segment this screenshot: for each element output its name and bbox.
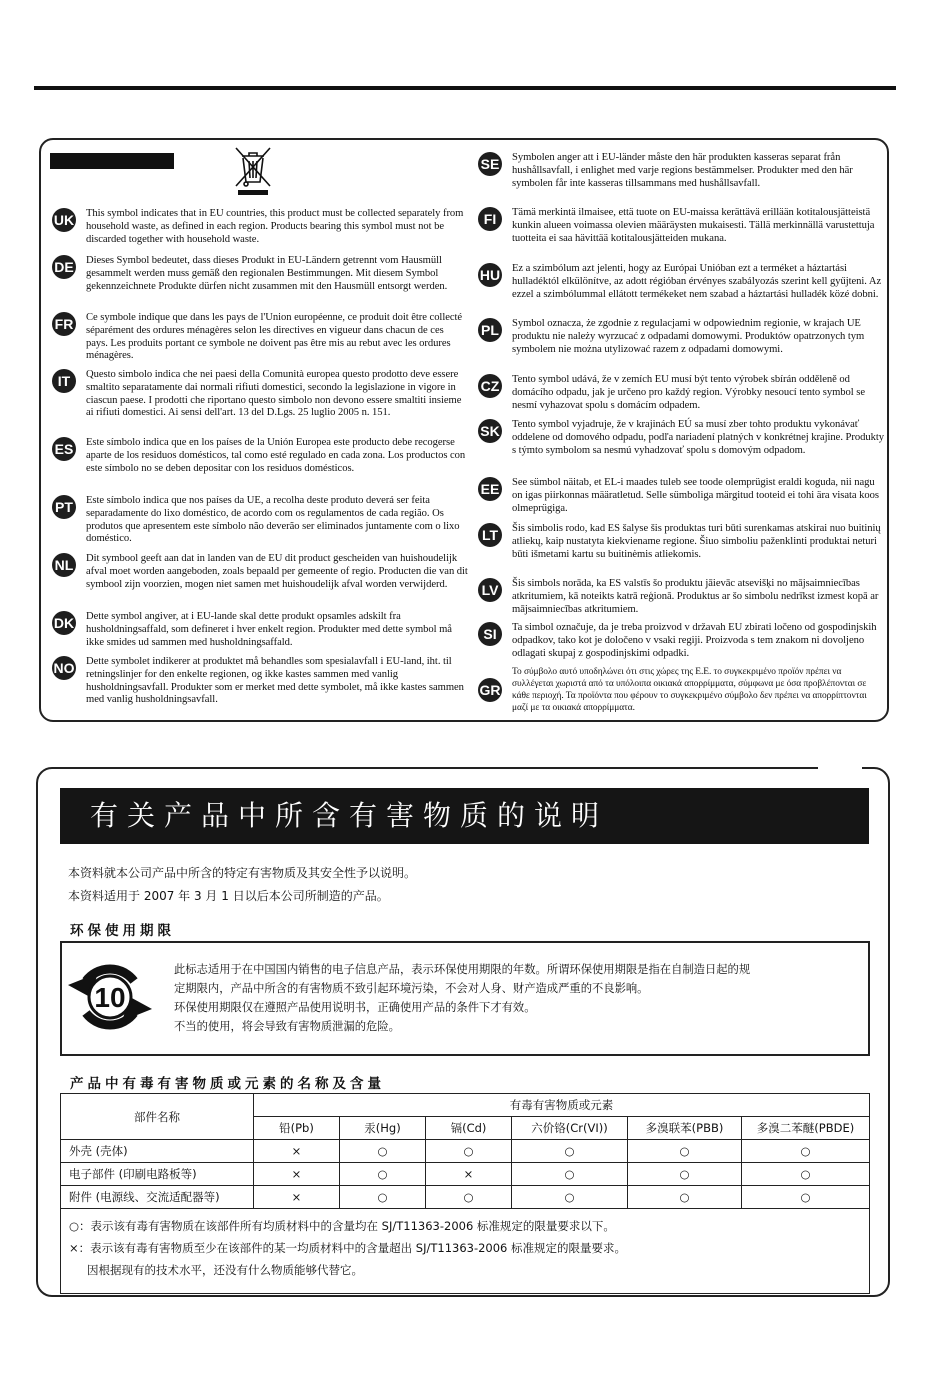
epup-line-1: 此标志适用于在中国国内销售的电子信息产品，表示环保使用期限的年数。所谓环保使用期限是指在自制造日起的规 bbox=[174, 963, 751, 976]
weee-entry-sk bbox=[478, 419, 884, 457]
weee-text-hu: Ez a szimbólum azt jelenti, hogy az Európai Unióban ezt a terméket a háztartási hulladéktól elkülönítve, az adott régióban érvényes szabályozás szerint kell gyűjteni. Az ezzel a szimbólummal ellátott termékeket nem szabad a háztartási hulladék közé dobni. bbox=[512, 263, 882, 300]
cell-mark: ○ bbox=[512, 1140, 628, 1163]
crossed-bin-icon bbox=[232, 144, 274, 196]
epup-line-4: 不当的使用，将会导致有害物质泄漏的危险。 bbox=[174, 1020, 400, 1033]
table-row bbox=[61, 1186, 870, 1209]
col-header-cr6: 六价铬(Cr(VI)) bbox=[512, 1117, 628, 1140]
badge-fr: FR bbox=[52, 312, 76, 336]
badge-pt: PT bbox=[52, 495, 76, 519]
weee-label-bar bbox=[50, 153, 174, 169]
weee-text-it: Questo simbolo indica che nei paesi della Comunità europea questo prodotto deve essere smaltito separatamente dai normali rifiuti domestici, secondo la legislazione in vigore in ciascun paese. I prodotti che riportano questo simbolo non devono essere smaltiti insieme ai rifiuti domestici. Ai sensi dell'art. 13 del D.Lgs. 25 luglio 2005 n. 151. bbox=[86, 369, 462, 419]
cell-mark: × bbox=[254, 1186, 340, 1209]
weee-text-nl: Dit symbool geeft aan dat in landen van de EU dit product gescheiden van huishoudelijk afval moet worden aangeboden, zoals bepaald per gemeente of regio. Producten die van dit symbool zijn voorzien, mogen niet samen met huishoudelijk afval worden verwijderd. bbox=[86, 553, 468, 590]
weee-entry-pt bbox=[52, 495, 468, 546]
weee-entry-cz bbox=[478, 374, 884, 412]
weee-text-fr: Ce symbole indique que dans les pays de l'Union européenne, ce produit doit être collecté séparément des ordures ménagères selon les directives en vigueur dans chacun de ces pays. Les produits portant ce symbole ne doivent pas être mis au rebut avec les ordures ménagères. bbox=[86, 312, 463, 362]
cell-mark: × bbox=[254, 1163, 340, 1186]
cell-mark: ○ bbox=[742, 1163, 870, 1186]
weee-entry-uk bbox=[52, 208, 468, 246]
table-row bbox=[61, 1163, 870, 1186]
weee-text-es: Este símbolo indica que en los países de la Unión Europea este producto debe recogerse aparte de los residuos domésticos, tal como esté regulado en cada zona. Los productos con este símbolo no se deben depositar con los residuos domésticos. bbox=[86, 437, 466, 474]
epup-line-3: 环保使用期限仅在遵照产品使用说明书，正确使用产品的条件下才有效。 bbox=[174, 1001, 536, 1014]
weee-entry-dk bbox=[52, 611, 468, 649]
top-rule bbox=[34, 86, 896, 90]
weee-entry-de bbox=[52, 255, 468, 293]
badge-ee: EE bbox=[478, 477, 502, 501]
weee-text-lt: Šis simbolis rodo, kad ES šalyse šis produktas turi būti surenkamas atskirai nuo buitinių atliekų, kaip nustatyta kiekviename regione. Šiuo simboliu paženklinti produktai neturi būti išmetami kartu su buitinėmis atliekomis. bbox=[512, 523, 881, 560]
weee-text-de: Dieses Symbol bedeutet, dass dieses Produkt in EU-Ländern getrennt vom Hausmüll gesammelt werden muss gemäß den regionalen Bestimmungen. Mit diesem Symbol gekennzeichnete Produkte dürfen nicht zusammen mit den Hausmüll entsorgt werden. bbox=[86, 255, 448, 292]
weee-entry-lt bbox=[478, 523, 884, 561]
cell-mark: ○ bbox=[628, 1140, 742, 1163]
table-heading: 产品中有毒有害物质或元素的名称及含量 bbox=[70, 1076, 385, 1092]
weee-text-se: Symbolen anger att i EU-länder måste den här produkten kasseras separat från hushållsavfall, i enlighet med varje regions bestämmelser. Produkter med den här symbolen får inte kasseras tillsammans med hushållsavfall. bbox=[512, 152, 853, 189]
cell-mark: ○ bbox=[742, 1140, 870, 1163]
weee-entry-es bbox=[52, 437, 468, 475]
weee-entry-it bbox=[52, 369, 468, 420]
col-header-pbde: 多溴二苯醚(PBDE) bbox=[742, 1117, 870, 1140]
table-row bbox=[61, 1140, 870, 1163]
table-notes-row bbox=[61, 1209, 870, 1294]
weee-entry-hu bbox=[478, 263, 884, 301]
cell-mark: ○ bbox=[426, 1140, 512, 1163]
epup-10-year-logo bbox=[64, 951, 156, 1043]
weee-text-pl: Symbol oznacza, że zgodnie z regulacjami w odpowiednim regionie, w krajach UE produktu nie należy wyrzucać z odpadami domowymi. Produktów opatrzonych tym symbolem nie można utylizować razem z odpadami domowymi. bbox=[512, 318, 865, 355]
part-header: 部件名称 bbox=[61, 1094, 254, 1140]
epup-description bbox=[174, 960, 858, 1036]
hazard-table-wrap bbox=[60, 1093, 870, 1294]
weee-text-sk: Tento symbol vyjadruje, že v krajinách EÚ sa musí zber tohto produktu vykonávať oddelene od domového odpadu, podľa nariadení platných v konkrétnej krajine. Produkty s týmto symbolom sa nesmú vyhadzovať spolu s domovým odpadom. bbox=[512, 419, 884, 456]
badge-lv: LV bbox=[478, 578, 502, 602]
badge-hu: HU bbox=[478, 263, 502, 287]
weee-text-si: Ta simbol označuje, da je treba proizvod v državah EU zbirati ločeno od gospodinjskih odpadkov, tako kot je določeno v vsaki regiji. Proizvoda s tem znakom ni dovoljeno odlagati skupaj z gospodinjskimi odpadki. bbox=[512, 622, 877, 659]
col-header-cd: 镉(Cd) bbox=[426, 1117, 512, 1140]
badge-es: ES bbox=[52, 437, 76, 461]
weee-text-no: Dette symbolet indikerer at produktet må behandles som spesialavfall i EU-land, iht. til retningslinjer for den enkelte regionen, og ikke kastes sammen med vanlig husholdningsavfall. Produkter som er merket med dette symbolet, må ikke kastes sammen med vanlig husholdningsavfall. bbox=[86, 656, 464, 706]
badge-no: NO bbox=[52, 656, 76, 680]
weee-entry-no bbox=[52, 656, 468, 707]
weee-entry-nl bbox=[52, 553, 468, 591]
weee-text-cz: Tento symbol udává, že v zemích EU musí být tento výrobek sbírán odděleně od domácího odpadu, jak je určeno pro každý region. Výrobky nesoucí tento symbol se nesmí vyhazovat spolu s domácím odpadem. bbox=[512, 374, 865, 411]
weee-text-uk: This symbol indicates that in EU countries, this product must be collected separately from household waste, as defined in each region. Products bearing this symbol must not be discarded together with household waste. bbox=[86, 208, 464, 245]
row-part: 附件 (电源线、交流适配器等) bbox=[61, 1186, 254, 1209]
weee-text-fi: Tämä merkintä ilmaisee, että tuote on EU-maissa kerättävä erillään kotitalousjätteistä kunkin alueen voimassa olevien määräysten mukaisesti. Tällä merkinnällä varustettuja tuotteita ei saa hävittää kotitalousjätteiden mukana. bbox=[512, 207, 875, 244]
cell-mark: ○ bbox=[340, 1140, 426, 1163]
weee-text-dk: Dette symbol angiver, at i EU-lande skal dette produkt opsamles adskilt fra husholdningsaffald, som defineret i hver enkelt region. Produkter med dette symbol må ikke smides ud sammen med husholdningsaffald. bbox=[86, 611, 452, 648]
badge-pl: PL bbox=[478, 318, 502, 342]
weee-text-gr: Το σύμβολο αυτό υποδηλώνει ότι στις χώρες της Ε.Ε. το συγκεκριμένο προϊόν πρέπει να συλλέγεται χωριστά από τα υπόλοιπα οικιακά απορρίμματα, σύμφωνα με όσα προβλέπονται σε κάθε περιοχή. Τα προϊόντα που φέρουν το συγκεκριμένο σύμβολο δεν πρέπει να απορρίπτονται μαζί με τα οικιακά απορρίμματα. bbox=[512, 667, 867, 713]
weee-text-pt: Este símbolo indica que nos países da UE, a recolha deste produto deverá ser feita separadamente do lixo doméstico, de acordo com os regulamentos de cada região. Os produtos que apresentem este símbolo não deverão ser eliminados juntamente com o lixo doméstico. bbox=[86, 495, 460, 545]
badge-lt: LT bbox=[478, 523, 502, 547]
weee-entry-gr bbox=[478, 666, 884, 714]
cell-mark: ○ bbox=[512, 1186, 628, 1209]
hazard-table bbox=[60, 1093, 870, 1294]
col-header-pb: 铅(Pb) bbox=[254, 1117, 340, 1140]
note-cross: ×：表示该有毒有害物质至少在该部件的某一均质材料中的含量超出 SJ/T11363-2006 标准规定的限量要求。 bbox=[69, 1241, 627, 1255]
note-circle: ○：表示该有毒有害物质在该部件所有均质材料中的含量均在 SJ/T11363-2006 标准规定的限量要求以下。 bbox=[69, 1219, 615, 1233]
badge-uk: UK bbox=[52, 208, 76, 232]
weee-entry-se bbox=[478, 152, 884, 190]
table-notes bbox=[61, 1209, 870, 1294]
weee-entry-fr bbox=[52, 312, 468, 363]
cell-mark: × bbox=[426, 1163, 512, 1186]
epup-line-2: 定期限内，产品中所含的有害物质不致引起环境污染，不会对人身、财产造成严重的不良影响。 bbox=[174, 982, 649, 995]
cell-mark: ○ bbox=[628, 1163, 742, 1186]
weee-entry-pl bbox=[478, 318, 884, 356]
weee-entry-si bbox=[478, 622, 884, 660]
weee-entry-lv bbox=[478, 578, 884, 616]
badge-si: SI bbox=[478, 622, 502, 646]
col-header-pbb: 多溴联苯(PBB) bbox=[628, 1117, 742, 1140]
weee-entry-ee bbox=[478, 477, 884, 515]
weee-text-ee: See sümbol näitab, et EL-i maades tuleb see toode olemprügist eraldi koguda, nii nagu on igas piirkonnas määratletud. Selle sümboliga märgitud tooteid ei tohi ära visata koos olmeprügiga. bbox=[512, 477, 879, 514]
row-part: 电子部件 (印刷电路板等) bbox=[61, 1163, 254, 1186]
cell-mark: ○ bbox=[340, 1163, 426, 1186]
rohs-title: 有关产品中所含有害物质的说明 bbox=[60, 788, 869, 844]
row-part: 外壳 (壳体) bbox=[61, 1140, 254, 1163]
weee-text-lv: Šis simbols norāda, ka ES valstīs šo produktu jāievāc atsevišķi no mājsaimniecības atkritumiem, kā noteikts katrā reģionā. Produktus ar šo simbolu nedrīkst izmest kopā ar mājsaimniecības atkritumiem. bbox=[512, 578, 879, 615]
cell-mark: × bbox=[254, 1140, 340, 1163]
weee-entry-fi bbox=[478, 207, 884, 245]
cell-mark: ○ bbox=[628, 1186, 742, 1209]
badge-dk: DK bbox=[52, 611, 76, 635]
epup-logo-number: 10 bbox=[94, 982, 126, 1013]
epup-heading: 环保使用期限 bbox=[70, 923, 175, 939]
cell-mark: ○ bbox=[742, 1186, 870, 1209]
badge-de: DE bbox=[52, 255, 76, 279]
badge-nl: NL bbox=[52, 553, 76, 577]
badge-se: SE bbox=[478, 152, 502, 176]
cell-mark: ○ bbox=[426, 1186, 512, 1209]
col-header-hg: 汞(Hg) bbox=[340, 1117, 426, 1140]
badge-it: IT bbox=[52, 369, 76, 393]
note-reason: 因根据现有的技术水平，还没有什么物质能够代替它。 bbox=[87, 1263, 363, 1277]
cell-mark: ○ bbox=[512, 1163, 628, 1186]
panel-border-gap bbox=[818, 760, 862, 772]
rohs-intro-2: 本资料适用于 2007 年 3 月 1 日以后本公司所制造的产品。 bbox=[68, 889, 389, 903]
badge-fi: FI bbox=[478, 207, 502, 231]
badge-gr: GR bbox=[478, 678, 502, 702]
cell-mark: ○ bbox=[340, 1186, 426, 1209]
substance-group-header: 有毒有害物质或元素 bbox=[254, 1094, 870, 1117]
badge-cz: CZ bbox=[478, 374, 502, 398]
rohs-intro-1: 本资料就本公司产品中所含的特定有害物质及其安全性予以说明。 bbox=[68, 866, 417, 880]
badge-sk: SK bbox=[478, 419, 502, 443]
